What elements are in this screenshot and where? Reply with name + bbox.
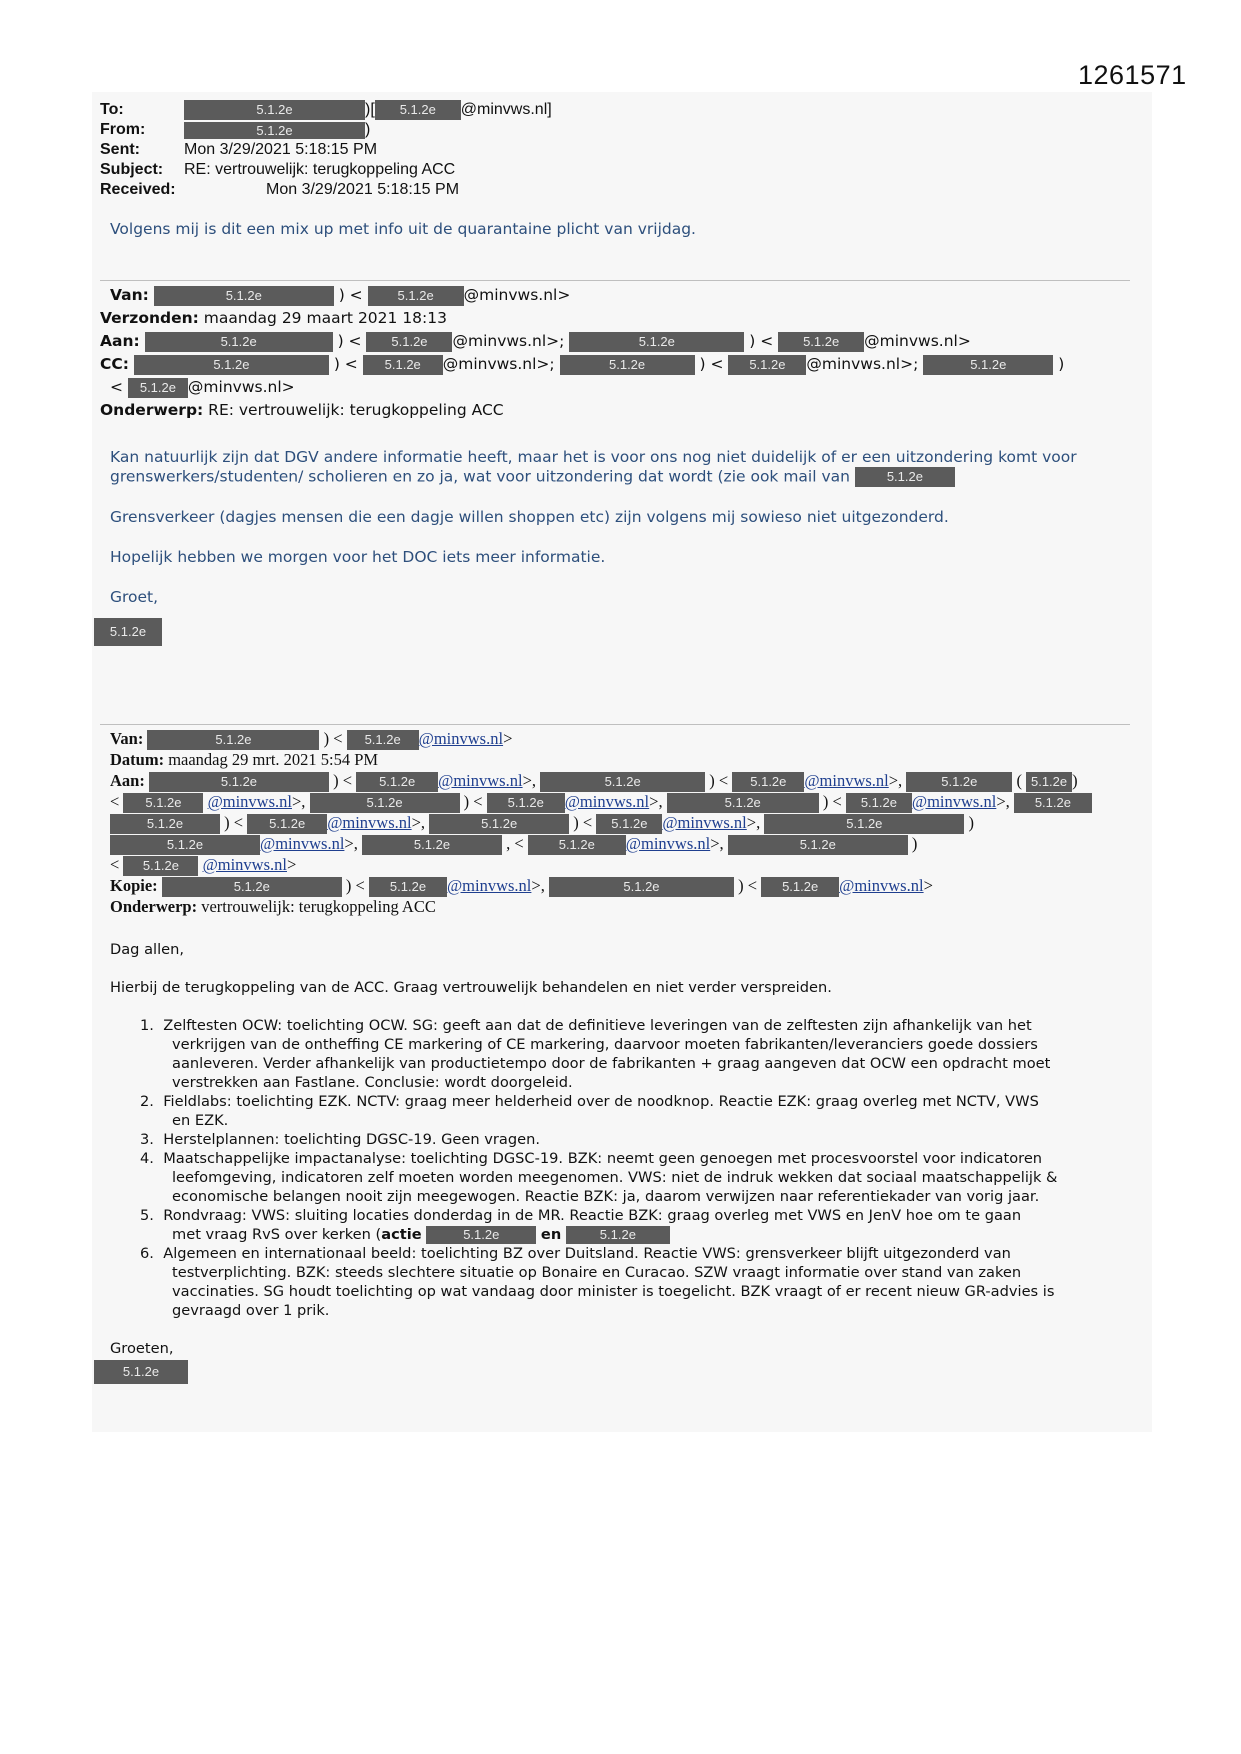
signature-redaction: 5.1.2e [94,618,162,646]
redaction: 5.1.2e [923,355,1053,375]
redaction: 5.1.2e [162,877,342,897]
onderwerp-value: vertrouwelijk: terugkoppeling ACC [201,897,436,916]
mail2-p1b-text: grenswerkers/studenten/ scholieren en zo ja, wat voor uitzondering dat wordt (zie ook mail van [110,467,850,486]
received-row [100,180,459,200]
datum-value: maandag 29 mrt. 2021 5:54 PM [168,750,379,769]
list-item: 4. Maatschappelijke impactanalyse: toelichting DGSC-19. BZK: neemt geen genoegen met procesvoorstel voor indicatoren [140,1150,1043,1167]
redaction: 5.1.2e [347,730,419,750]
redaction: 5.1.2e [247,814,327,834]
aan-row-2: < 5.1.2e @minvws.nl>, 5.1.2e ) < 5.1.2e @minvws.nl>, 5.1.2e ) < 5.1.2e @minvws.nl>, 5.1.2e [110,791,1092,812]
redaction: 5.1.2e [1026,772,1072,792]
redaction: 5.1.2e [145,332,333,352]
list-item: 6. Algemeen en internationaal beeld: toelichting BZ over Duitsland. Reactie VWS: grensverkeer blijft uitgezonderd van [140,1245,1011,1262]
redaction: 5.1.2e [154,286,334,306]
subject-label: Subject: [100,161,164,178]
email-link[interactable]: @minvws.nl [260,834,345,853]
redaction: 5.1.2e [778,332,864,352]
redaction: 5.1.2e [366,332,452,352]
mail2-p2: Grensverkeer (dagjes mensen die een dagje willen shoppen etc) zijn volgens mij sowieso niet uitgezonderd. [110,508,949,526]
list-item-line: economische belangen nooit zijn meegewogen. Reactie BZK: ja, daarom verwijzen naar referentiekader van vorig jaar. [172,1188,1040,1205]
email-link[interactable]: @minvws.nl [839,876,924,895]
redaction: 5.1.2e [149,772,329,792]
van-row: Van: 5.1.2e ) < 5.1.2e @minvws.nl> [110,286,571,304]
redaction: 5.1.2e [356,772,438,792]
redaction: 5.1.2e [528,835,626,855]
aan-row-5: < 5.1.2e @minvws.nl> [110,854,296,875]
redaction: 5.1.2e [184,100,365,120]
redaction: 5.1.2e [368,286,464,306]
redaction: 5.1.2e [487,793,565,813]
list-item-line: verstrekken aan Fastlane. Conclusie: wordt doorgeleid. [172,1074,573,1091]
redaction: 5.1.2e [310,793,460,813]
to-label: To: [100,101,124,119]
onderwerp-value: RE: vertrouwelijk: terugkoppeling ACC [208,401,504,419]
email-domain: @minvws.nl>; [806,355,919,373]
email-link[interactable]: @minvws.nl [438,771,523,790]
mail2-p1a: Kan natuurlijk zijn dat DGV andere informatie heeft, maar het is voor ons nog niet duidelijk of er een uitzondering komt voor [110,448,1077,466]
redaction: 5.1.2e [764,814,964,834]
sent-value: Mon 3/29/2021 5:18:15 PM [184,141,378,158]
aan-row: Aan: 5.1.2e ) < 5.1.2e @minvws.nl>; 5.1.2e ) < 5.1.2e @minvws.nl> [100,332,971,350]
subject-value: RE: vertrouwelijk: terugkoppeling ACC [184,161,456,178]
redaction: 5.1.2e [732,772,804,792]
redaction: 5.1.2e [560,355,695,375]
sent-label: Sent: [100,141,140,158]
redaction: 5.1.2e [429,814,569,834]
email-link[interactable]: @minvws.nl [202,855,287,874]
mail2-body [110,448,1077,607]
redaction: 5.1.2e [728,355,806,375]
datum-row [110,749,378,770]
email-link[interactable]: @minvws.nl [804,771,889,790]
received-value: Mon 3/29/2021 5:18:15 PM [266,181,460,198]
aan-row-3: 5.1.2e ) < 5.1.2e @minvws.nl>, 5.1.2e ) < 5.1.2e @minvws.nl>, 5.1.2e ) [110,812,974,833]
verzonden-row [100,307,447,330]
aan-label: Aan: [110,771,145,790]
redaction: 5.1.2e [375,100,461,120]
redaction: 5.1.2e [128,378,188,398]
list-item-line: en EZK. [172,1112,229,1129]
reply-text: Volgens mij is dit een mix up met info uit de quarantaine plicht van vrijdag. [110,220,696,238]
redaction: 5.1.2e [549,877,734,897]
email-link[interactable]: @minvws.nl [418,729,504,748]
mail2-p1b [110,467,1077,487]
redaction: 5.1.2e [362,835,502,855]
email-link[interactable]: @minvws.nl [207,792,292,811]
redaction: 5.1.2e [147,730,319,750]
list-item-line: leefomgeving, indicatoren zelf moeten worden meegenomen. VWS: niet de indruk wekken dat sociaal maatschappelijk & [172,1169,1058,1186]
list-item-line: verkrijgen van de ontheffing CE markering of CE markering, daarvoor moeten fabrikanten/leveranciers goede dossiers [172,1036,1038,1053]
cc-row-2: < 5.1.2e @minvws.nl> [110,378,295,396]
from-label: From: [100,121,146,139]
redaction: 5.1.2e [667,793,819,813]
email-link[interactable]: @minvws.nl [662,813,747,832]
van-label: Van: [110,729,144,748]
datum-label: Datum: [110,750,165,769]
sent-row [100,140,377,160]
email-link[interactable]: @minvws.nl [625,834,711,853]
redaction: 5.1.2e [123,793,203,813]
kopie-row: Kopie: 5.1.2e ) < 5.1.2e @minvws.nl>, 5.1.2e ) < 5.1.2e @minvws.nl> [110,875,933,896]
cc-label: CC: [100,355,129,373]
redaction: 5.1.2e [761,877,839,897]
email-link[interactable]: @minvws.nl [327,813,412,832]
redaction: 5.1.2e [906,772,1012,792]
onderwerp-label: Onderwerp: [100,401,204,419]
received-label: Received: [100,181,176,198]
verzonden-value: maandag 29 maart 2021 18:13 [203,309,447,327]
list-item-line: testverplichting. BZK: steeds slechtere situatie op Bonaire en Curacao. SZW vraagt informatie over stand van zaken [172,1264,1022,1281]
list-item-line: gevraagd over 1 prik. [172,1302,330,1319]
onderwerp-row [110,896,436,917]
email-domain: @minvws.nl>; [452,332,565,350]
redaction: 5.1.2e [566,1226,670,1244]
to-row: To: 5.1.2e )[ 5.1.2e @minvws.nl] [100,101,552,119]
aan-row: Aan: 5.1.2e ) < 5.1.2e @minvws.nl>, 5.1.2e ) < 5.1.2e @minvws.nl>, 5.1.2e ( 5.1.2e ) [110,770,1078,791]
onderwerp-row [100,399,504,422]
mail2-greet: Groet, [110,588,159,606]
list-item: 5. Rondvraag: VWS: sluiting locaties donderdag in de MR. Reactie BZK: graag overleg met VWS en JenV hoe om te gaan [140,1207,1022,1224]
email-link[interactable]: @minvws.nl [911,792,997,811]
redaction: 5.1.2e [369,877,447,897]
cc-row: CC: 5.1.2e ) < 5.1.2e @minvws.nl>; 5.1.2e ) < 5.1.2e @minvws.nl>; 5.1.2e ) [100,355,1065,373]
van-row: Van: 5.1.2e ) < 5.1.2e @minvws.nl> [110,728,512,749]
redaction: 5.1.2e [569,332,744,352]
email-domain: @minvws.nl> [864,332,971,350]
verzonden-label: Verzonden: [100,309,199,327]
van-label: Van: [110,286,149,304]
email-link[interactable]: @minvws.nl [564,792,650,811]
intro: Hierbij de terugkoppeling van de ACC. Graag vertrouwelijk behandelen en niet verder verspreiden. [110,979,832,996]
redaction: 5.1.2e [123,856,198,876]
redaction: 5.1.2e [134,355,329,375]
redaction: 5.1.2e [110,814,220,834]
aan-row-4: 5.1.2e @minvws.nl>, 5.1.2e , < 5.1.2e @minvws.nl>, 5.1.2e ) [110,833,917,854]
to-tail: @minvws.nl] [460,101,552,118]
redaction: 5.1.2e [426,1226,536,1244]
email-domain: @minvws.nl> [187,378,295,396]
separator [100,724,1130,725]
separator [100,280,1130,281]
redaction: 5.1.2e [540,772,705,792]
mail2-p3: Hopelijk hebben we morgen voor het DOC iets meer informatie. [110,548,606,566]
closing: Groeten, [110,1340,174,1357]
redaction: 5.1.2e [110,835,260,855]
salutation: Dag allen, [110,941,185,958]
email-domain: @minvws.nl> [463,286,571,304]
signature-redaction: 5.1.2e [94,1360,188,1384]
from-row: From: 5.1.2e ) [100,121,371,139]
redaction: 5.1.2e [728,835,908,855]
redaction: 5.1.2e [1014,793,1092,813]
list-item-line: met vraag RvS over kerken (actie 5.1.2e en 5.1.2e [172,1225,670,1244]
redaction: 5.1.2e [846,793,912,813]
redaction: 5.1.2e [184,122,365,139]
email-domain: @minvws.nl>; [442,355,555,373]
list-item-line: aanleveren. Verder afhankelijk van productietempo door de fabrikanten + graag aangeven dat OCW een opdracht moet [172,1055,1051,1072]
aan-label: Aan: [100,332,140,350]
onderwerp-label: Onderwerp: [110,897,198,916]
list-item: 3. Herstelplannen: toelichting DGSC-19. Geen vragen. [140,1131,540,1148]
email-link[interactable]: @minvws.nl [446,876,532,895]
document-number: 1261571 [1078,60,1187,90]
redaction: 5.1.2e [596,814,662,834]
kopie-label: Kopie: [110,876,158,895]
redaction: 5.1.2e [363,355,443,375]
redaction: 5.1.2e [855,467,955,487]
list-item: 1. Zelftesten OCW: toelichting OCW. SG: geeft aan dat de definitieve leveringen van de zelftesten zijn afhankelijk van het [140,1017,1032,1034]
list-item: 2. Fieldlabs: toelichting EZK. NCTV: graag meer helderheid over de noodknop. Reactie EZK: graag overleg met NCTV, VWS [140,1093,1039,1110]
subject-row [100,160,455,180]
list-item-line: vaccinaties. SG houdt toelichting op wat vandaag door minister is toegelicht. BZK vraagt of er recent nieuw GR-advies is [172,1283,1055,1300]
